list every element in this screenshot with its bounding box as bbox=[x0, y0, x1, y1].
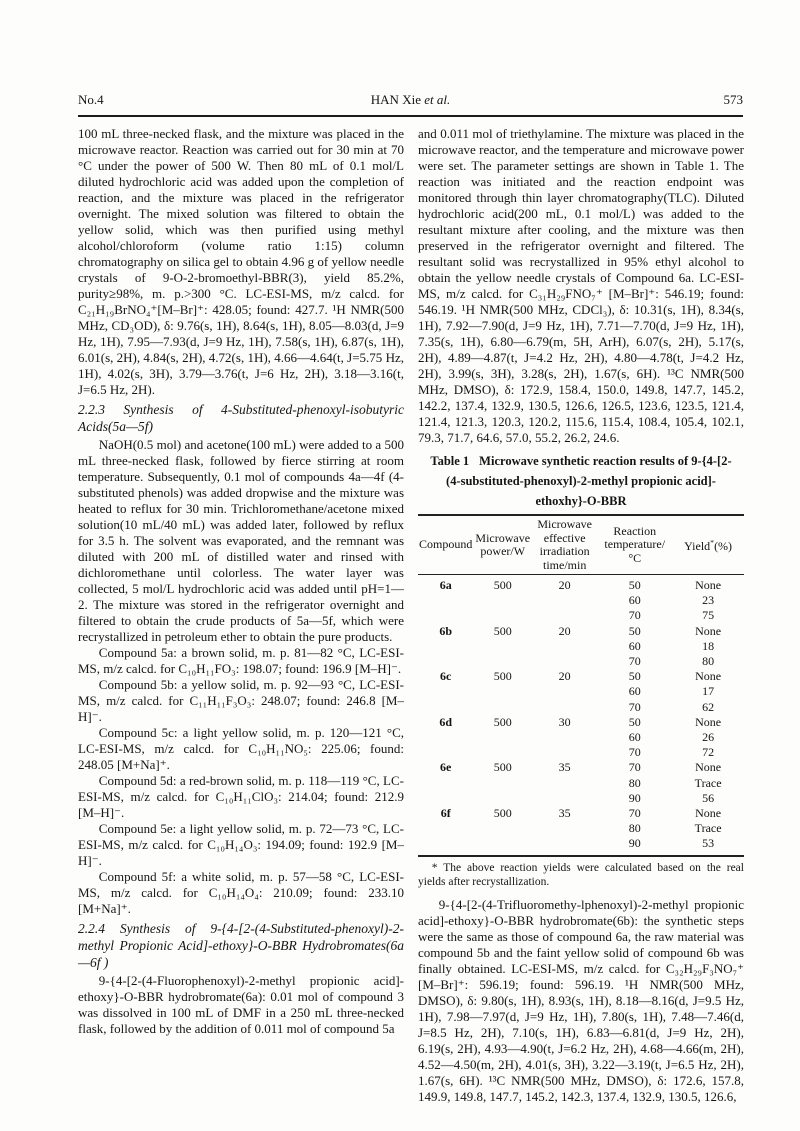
author-name: HAN Xie bbox=[370, 92, 421, 107]
et-al-label: et al. bbox=[424, 92, 451, 107]
table-footnote: * The above reaction yields were calculated based on the real yields after recrystallization. bbox=[418, 861, 744, 889]
table-caption-label: Table 1 bbox=[430, 454, 470, 468]
table-row: 6a 500 20 50 None bbox=[439, 578, 722, 592]
table-row: 6d 500 30 50 None bbox=[439, 714, 722, 729]
table-row: 6e 500 35 70 None bbox=[440, 760, 722, 775]
left-column bbox=[78, 126, 404, 1105]
table-row: 90 56 bbox=[628, 790, 715, 805]
table-caption-text: Microwave synthetic reaction results of 9-{4-[2-(4-substituted-phenoxyl)-2-methyl propionic acid]-ethoxhy}-O-BBR bbox=[446, 454, 732, 508]
table-row: 60 17 bbox=[628, 684, 715, 699]
running-header bbox=[78, 92, 743, 117]
paragraph-compound-6a-continuation: and 0.011 mol of triethylamine. The mixture was placed in the microwave reactor, and the temperature and microwave power were set. The parameter settings are shown in Table 1. The reaction was initiated and the reaction endpoint was monitored through thin layer chromatography(TLC). Diluted hydrochloric acid(200 mL, 0.1 mol/L) was added to the resultant mixture after cooling, and the mixture was then preserved in the refrigerator overnight and filtered. The resultant solid was recrystallized in 95% ethyl alcohol to obtain the yellow needle crystals of Compound 6a. LC-ESI-MS, m/z calcd. for C₃₁H₂₉FNO₇⁺ [M–Br]⁺: 546.19; found: 546.19. ¹H NMR(500 MHz, CDCl₃), δ: 10.31(s, 1H), 8.34(s, 1H), 7.92—7.90(d, J=9 Hz, 1H), 7.71—7.70(d, J=9 Hz, 1H), 7.35(s, 1H), 6.80—6.79(m, 5H, ArH), 6.07(s, 2H), 5.17(s, 2H), 4.89—4.87(t, J=4.2 Hz, 2H), 4.80—4.78(t, J=4.2 Hz, 2H), 3.99(s, 3H), 3.28(s, 2H), 1.67(s, 6H). ¹³C NMR(500 MHz, DMSO), δ: 172.9, 158.4, 150.0, 149.8, 147.7, 145.2, 142.2, 137.4, 132.9, 130.5, 126.6, 126.5, 123.6, 123.5, 121.4, 121.4, 121.3, 120.3, 120.2, 115.6, 115.4, 108.4, 105.4, 102.1, 79.3, 71.7, 64.6, 57.0, 55.2, 26.2, 24.6. bbox=[418, 126, 744, 445]
running-title bbox=[168, 92, 653, 108]
table-row: 80 Trace bbox=[628, 775, 722, 790]
right-column bbox=[418, 126, 744, 1105]
table-row: 60 26 bbox=[628, 730, 715, 745]
table-row: 70 80 bbox=[628, 654, 715, 669]
yield-footnote-marker: * bbox=[710, 538, 715, 548]
paragraph-compound-5b: Compound 5b: a yellow solid, m. p. 92—93 °C, LC-ESI-MS, m/z calcd. for C₁₁H₁₁F₃O₃: 248.07; found: 246.8 [M–H]⁻. bbox=[78, 677, 404, 724]
paragraph-compound-5f: Compound 5f: a white solid, m. p. 57—58 °C, LC-ESI-MS, m/z calcd. for C₁₀H₁₄O₄: 210.09; found: 233.10 [M+Na]⁺. bbox=[78, 869, 404, 916]
table-header bbox=[418, 515, 744, 575]
table-row: 6f 500 35 70 None bbox=[440, 806, 722, 821]
section-heading-2-2-3: 2.2.3 Synthesis of 4-Substituted-phenoxyl-isobutyric Acids(5a—5f) bbox=[78, 402, 404, 434]
paragraph-compound-5d: Compound 5d: a red-brown solid, m. p. 118—119 °C, LC-ESI-MS, m/z calcd. for C₁₀H₁₁ClO₃: 214.04; found: 212.9 [M–H]⁻. bbox=[78, 773, 404, 820]
column-header-irradiation-time: Microwave effective irradiation time/min bbox=[532, 515, 597, 575]
paragraph-compound-5c: Compound 5c: a light yellow solid, m. p. 120—121 °C, LC-ESI-MS, m/z calcd. for C₁₀H₁₁NO₅: 225.06; found: 248.05 [M+Na]⁺. bbox=[78, 725, 404, 772]
table-row: 60 18 bbox=[628, 638, 715, 653]
table-caption bbox=[428, 451, 734, 511]
page-number: 573 bbox=[723, 92, 743, 107]
section-heading-2-2-4: 2.2.4 Synthesis of 9-{4-[2-(4-Substituted-phenoxyl)-2-methyl Propionic Acid]-ethoxy}-O-BBR Hydrobromates(6a—6f ) bbox=[78, 921, 404, 970]
paragraph-compound-5e: Compound 5e: a light yellow solid, m. p. 72—73 °C, LC-ESI-MS, m/z calcd. for C₁₀H₁₄O₃: 194.09; found: 192.9 [M–H]⁻. bbox=[78, 821, 404, 868]
paragraph-compound-5a: Compound 5a: a brown solid, m. p. 81—82 °C, LC-ESI-MS, m/z calcd. for C₁₀H₁₁FO₃: 198.07; found: 196.9 [M–H]⁻. bbox=[78, 645, 404, 676]
issue-number: No.4 bbox=[78, 92, 104, 107]
paragraph-naoh-procedure: NaOH(0.5 mol) and acetone(100 mL) were added to a 500 mL three-necked flask, followed by fierce stirring at room temperature. Subsequently, 0.1 mol of compounds 4a—4f (4-substituted phenols) was added dropwise and the mixture was heated to reflux for 30 min. Trichloromethane/acetone mixed solution(10 mL/40 mL) was added later, followed by reflux for 3.5 h. The solvent was evaporated, and the remnant was diluted with 200 mL of distilled water and rinsed with dichloromethane until colorless. The water layer was collected, 5 mol/L hydrochloric acid was added until pH=1—2. The mixture was stored in the refrigerator overnight and filtered to obtain the crude products of 5a—5f, which were recrystallized in petroleum ether to obtain the pure products. bbox=[78, 437, 404, 644]
table-row: 70 72 bbox=[628, 745, 715, 760]
table-row: 6c 500 20 50 None bbox=[440, 669, 722, 684]
paragraph-compound-6a-start: 9-{4-[2-(4-Fluorophenoxyl)-2-methyl propionic acid]-ethoxy}-O-BBR hydrobromate(6a): 0.01 mol of compound 3 was dissolved in 100 mL of DMF in a 250 mL three-necked flask, followed by the addition of 0.011 mol of compound 5a bbox=[78, 973, 404, 1036]
table-1-microwave-results bbox=[418, 514, 744, 857]
table-row: 80 Trace bbox=[628, 821, 722, 836]
paragraph-synthesis-3-continuation: 100 mL three-necked flask, and the mixture was placed in the microwave reactor. Reaction was carried out for 30 min at 70 °C under the power of 500 W. Then 80 mL of 0.1 mol/L diluted hydrochloric acid was added upon the completion of reaction, and the mixture was placed in the refrigerator overnight. The mixed solution was filtered to obtain the yellow solid, which was then purified using methyl alcohol/chloroform (volume ratio 1:15) column chromatography on silica gel to obtain 4.96 g of yellow needle crystals of 9-O-2-bromoethyl-BBR(3), yield 85.2%, purity≥98%, m. p.>300 °C. LC-ESI-MS, m/z calcd. for C₂₁H₁₉BrNO₄⁺[M–Br]⁺: 428.05; found: 427.7. ¹H NMR(500 MHz, CD₃OD), δ: 9.76(s, 1H), 8.64(s, 1H), 8.05—8.03(d, J=9 Hz, 1H), 7.95—7.93(d, J=9 Hz, 1H), 7.58(s, 1H), 6.87(s, 1H), 6.01(s, 2H), 4.84(s, 2H), 4.72(s, 1H), 4.66—4.64(t, J=5.75 Hz, 1H), 4.02(s, 3H), 3.79—3.76(t, J=6 Hz, 2H), 3.18—3.16(t, J=6.5 Hz, 2H). bbox=[78, 126, 404, 397]
table-row: 60 23 bbox=[628, 593, 715, 608]
table-row: 70 62 bbox=[628, 699, 715, 714]
table-row: 90 53 bbox=[418, 836, 744, 855]
column-header-temperature: Reaction temperature/°C bbox=[597, 515, 672, 575]
table-row: 6b 500 20 50 None bbox=[439, 623, 722, 638]
table-row: 70 75 bbox=[628, 608, 715, 623]
column-header-compound: Compound bbox=[418, 515, 473, 575]
table-body bbox=[418, 575, 744, 856]
column-header-yield: Yield*(%) bbox=[672, 515, 744, 575]
column-header-power: Microwave power/W bbox=[473, 515, 532, 575]
two-column-body bbox=[78, 126, 743, 1105]
paragraph-compound-6b: 9-{4-[2-(4-Trifluoromethy-lphenoxyl)-2-methyl propionic acid]-ethoxy}-O-BBR hydrobromate(6b): the synthetic steps were the same as those of compound 6a, the raw material was compound 5b and the faint yellow solid of compound 6b was finally obtained. LC-ESI-MS, m/z calcd. for C₃₂H₂₉F₃NO₇⁺ [M–Br]⁺: 596.19; found: 596.19. ¹H NMR(500 MHz, DMSO), δ: 9.80(s, 1H), 8.93(s, 1H), 8.18—8.16(d, J=9.5 Hz, 1H), 7.98—7.97(d, J=9 Hz, 1H), 7.80(s, 1H), 7.48—7.46(d, J=8.5 Hz, 2H), 7.10(s, 1H), 6.83—6.81(d, J=9 Hz, 2H), 6.19(s, 2H), 4.93—4.90(t, J=6.2 Hz, 2H), 4.68—4.66(m, 2H), 4.52—4.50(m, 2H), 4.01(s, 3H), 3.22—3.19(t, J=6.5 Hz, 2H), 1.67(s, 6H). ¹³C NMR(500 MHz, DMSO), δ: 172.6, 157.8, 149.9, 149.8, 147.7, 145.2, 142.3, 137.4, 132.9, 130.5, 126.6, bbox=[418, 896, 744, 1104]
